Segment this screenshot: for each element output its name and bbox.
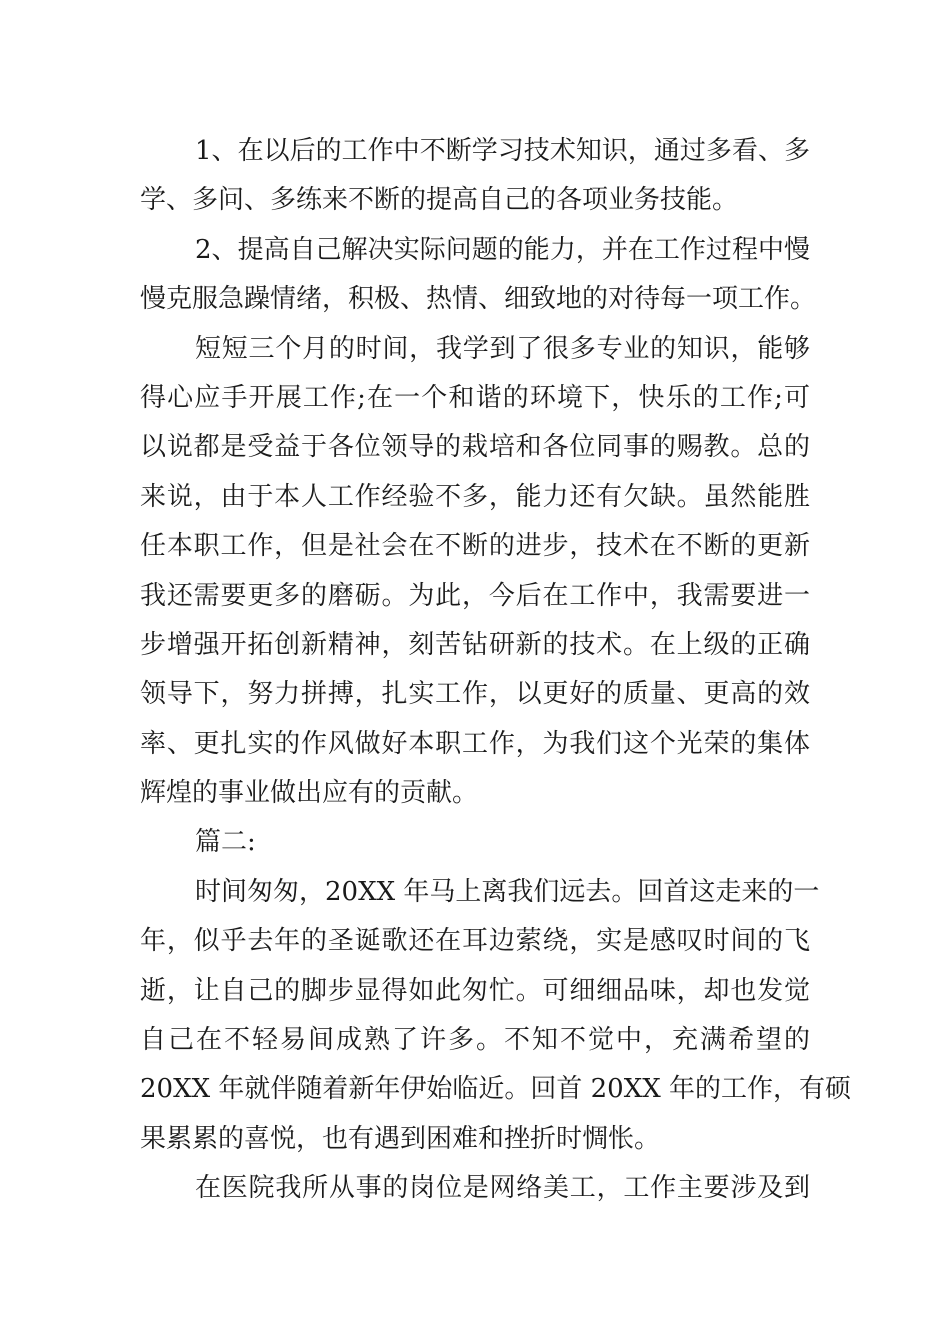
document-body	[140, 127, 852, 1214]
text-line: 自己在不轻易间成熟了许多。不知不觉中，充满希望的	[140, 1025, 810, 1056]
text-line: 以说都是受益于各位领导的栽培和各位同事的赐教。总的	[140, 432, 810, 463]
text-line: 20XX 年就伴随着新年伊始临近。回首 20XX 年的工作，有硕	[140, 1074, 852, 1105]
text-line: 学、多问、多练来不断的提高自己的各项业务技能。	[140, 185, 739, 216]
text-line: 来说，由于本人工作经验不多，能力还有欠缺。虽然能胜	[140, 481, 810, 512]
text-line: 我还需要更多的磨砺。为此，今后在工作中，我需要进一	[140, 580, 810, 611]
text-line: 时间匆匆，20XX 年马上离我们远去。回首这走来的一	[195, 876, 820, 907]
section-heading: 篇二:	[195, 827, 256, 858]
text-line: 短短三个月的时间，我学到了很多专业的知识，能够	[195, 333, 810, 364]
text-line: 步增强开拓创新精神，刻苦钻研新的技术。在上级的正确	[140, 629, 810, 660]
text-line: 1、在以后的工作中不断学习技术知识，通过多看、多	[195, 136, 810, 166]
text-line: 辉煌的事业做出应有的贡献。	[140, 778, 479, 809]
text-line: 任本职工作，但是社会在不断的进步，技术在不断的更新	[140, 531, 810, 562]
text-line: 年，似乎去年的圣诞歌还在耳边萦绕，实是感叹时间的飞	[140, 926, 810, 957]
text-line: 领导下，努力拼搏，扎实工作，以更好的质量、更高的效	[140, 679, 810, 710]
text-line: 慢克服急躁情绪，积极、热情、细致地的对待每一项工作。	[140, 284, 817, 315]
text-line: 逝，让自己的脚步显得如此匆忙。可细细品味，却也发觉	[140, 975, 810, 1006]
text-line: 在医院我所从事的岗位是网络美工，工作主要涉及到	[195, 1173, 810, 1204]
text-line: 2、提高自己解决实际问题的能力，并在工作过程中慢	[195, 234, 810, 265]
text-line: 率、更扎实的作风做好本职工作，为我们这个光荣的集体	[140, 728, 810, 759]
text-line: 果累累的喜悦，也有遇到困难和挫折时惆怅。	[140, 1123, 661, 1154]
text-line: 得心应手开展工作;在一个和谐的环境下，快乐的工作;可	[140, 382, 810, 413]
